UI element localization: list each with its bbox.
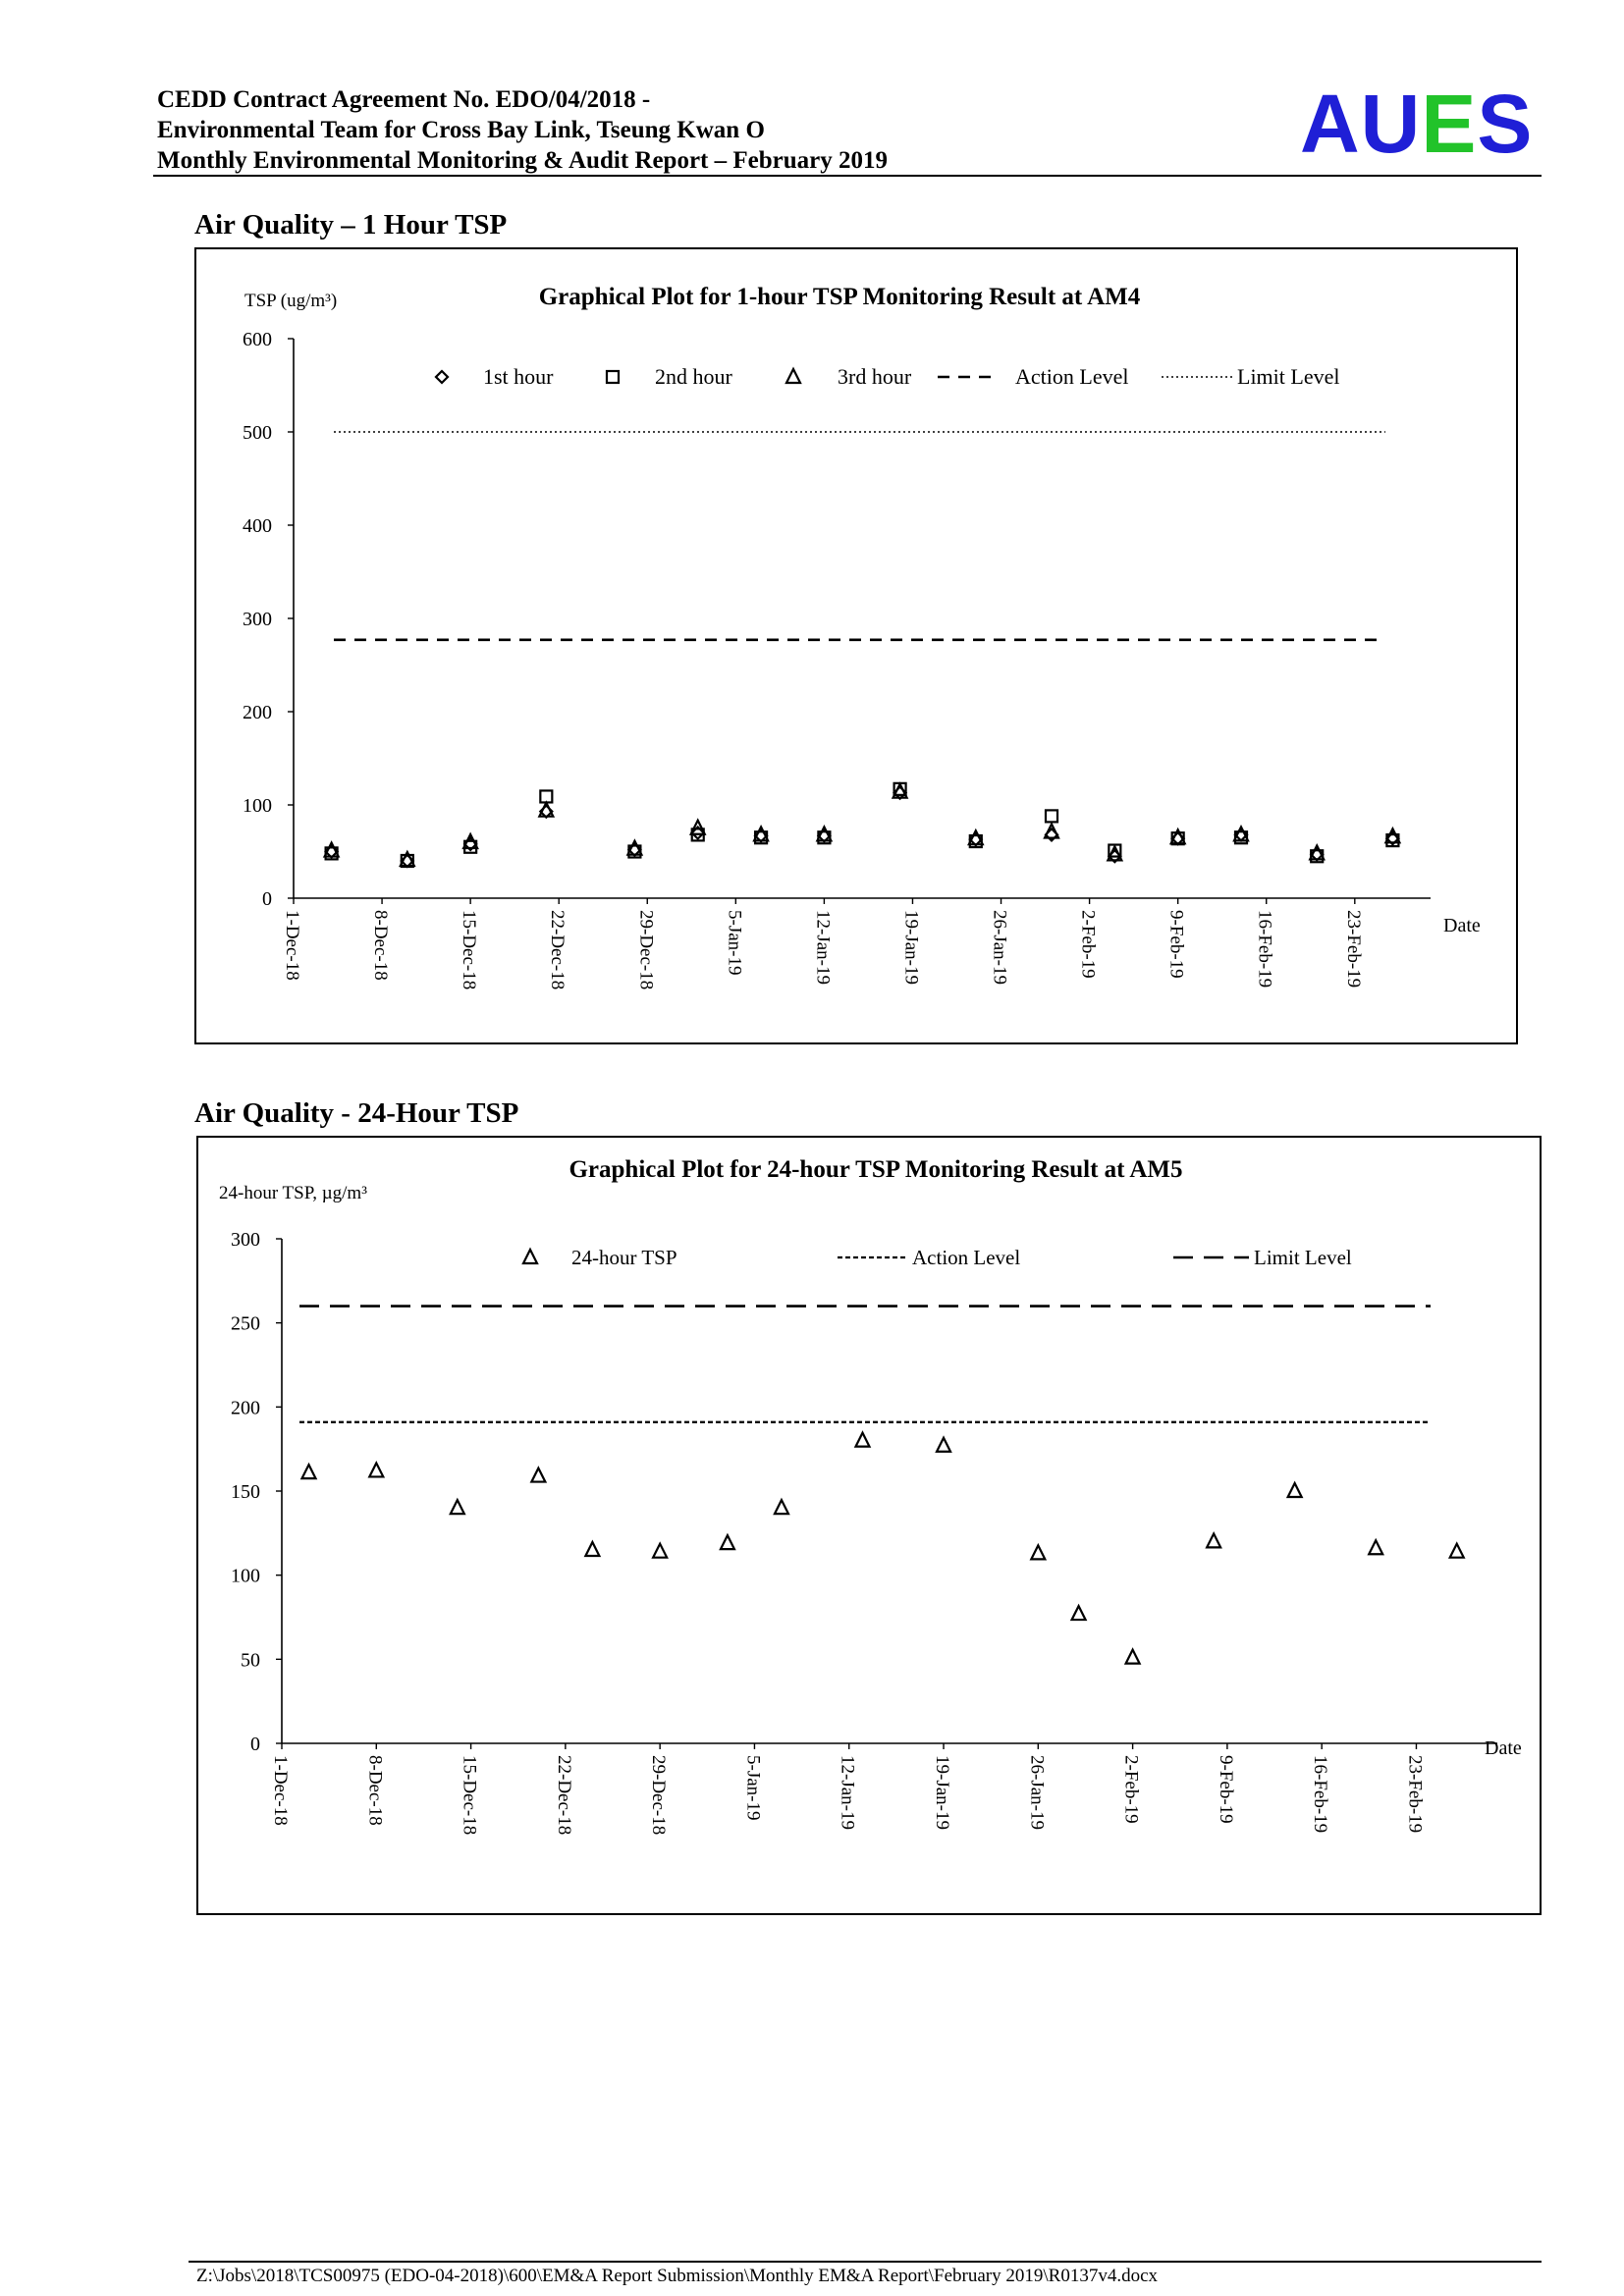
y-tick-label: 0 (250, 1734, 260, 1755)
y-axis-label: TSP (ug/m³) (244, 291, 338, 311)
y-tick-label: 0 (262, 888, 272, 910)
legend-marker-1st-hour (436, 371, 448, 383)
x-tick-label: 12-Jan-19 (837, 1755, 858, 1830)
x-tick-label: 5-Jan-19 (742, 1755, 764, 1821)
x-tick-label: 12-Jan-19 (812, 910, 834, 985)
logo-letter-s: S (1477, 78, 1534, 170)
legend-label-limit: Limit Level (1254, 1246, 1352, 1269)
y-tick-label: 200 (231, 1397, 260, 1419)
y-tick-label: 600 (243, 329, 272, 350)
y-tick-label: 250 (231, 1312, 260, 1335)
y-tick-label: 100 (243, 795, 272, 817)
y-tick-label: 200 (243, 702, 272, 723)
data-point (1207, 1533, 1220, 1547)
legend-label-action: Action Level (912, 1246, 1021, 1269)
legend-label-limit: Limit Level (1237, 364, 1340, 389)
logo-letter-e: E (1421, 78, 1478, 170)
x-tick-label: 1-Dec-18 (282, 910, 302, 981)
x-tick-label: 8-Dec-18 (370, 910, 392, 981)
x-tick-label: 22-Dec-18 (547, 910, 568, 990)
chart-1hour-tsp (196, 249, 1516, 1042)
y-tick-label: 100 (231, 1565, 260, 1587)
legend-marker-3rd-hour (786, 369, 800, 383)
y-tick-label: 300 (243, 609, 272, 630)
y-tick-label: 300 (231, 1229, 260, 1251)
data-point (451, 1500, 464, 1514)
data-point (1031, 1545, 1045, 1559)
x-tick-label: 9-Feb-19 (1215, 1755, 1236, 1824)
data-point (1046, 810, 1057, 822)
data-point (1369, 1540, 1382, 1554)
data-point (531, 1468, 545, 1482)
legend-label-2nd-hour: 2nd hour (655, 364, 732, 389)
x-axis-label: Date (1443, 915, 1481, 936)
header-line-1: CEDD Contract Agreement No. EDO/04/2018 - (157, 86, 651, 113)
data-point (369, 1463, 383, 1476)
legend-label-3rd-hour: 3rd hour (838, 364, 912, 389)
legend-marker-24hour-tsp (523, 1250, 537, 1263)
x-tick-label: 26-Jan-19 (989, 910, 1010, 985)
x-tick-label: 8-Dec-18 (364, 1755, 386, 1826)
header-line-2: Environmental Team for Cross Bay Link, Tseung Kwan O (157, 117, 765, 143)
y-tick-label: 500 (243, 422, 272, 444)
x-tick-label: 5-Jan-19 (724, 910, 745, 976)
chart-24hour-box (196, 1136, 1542, 1915)
x-tick-label: 15-Dec-18 (459, 1755, 480, 1836)
chart-title: Graphical Plot for 1-hour TSP Monitoring Result at AM4 (538, 284, 1141, 310)
chart-title: Graphical Plot for 24-hour TSP Monitoring Result at AM5 (568, 1156, 1183, 1183)
header-line-3: Monthly Environmental Monitoring & Audit Report – February 2019 (157, 147, 888, 174)
legend-label-24hour-tsp: 24-hour TSP (571, 1246, 677, 1269)
header-divider (153, 175, 1542, 177)
x-tick-label: 16-Feb-19 (1310, 1755, 1331, 1834)
footer-divider (189, 2261, 1542, 2263)
data-point (1072, 1606, 1086, 1620)
x-tick-label: 19-Jan-19 (900, 910, 922, 985)
x-tick-label: 23-Feb-19 (1404, 1755, 1426, 1834)
x-tick-label: 15-Dec-18 (459, 910, 480, 990)
data-point (302, 1465, 316, 1478)
data-point (585, 1542, 599, 1556)
legend-marker-2nd-hour (607, 371, 619, 383)
x-axis-label: Date (1485, 1737, 1522, 1759)
y-tick-label: 50 (241, 1649, 260, 1672)
legend-label-1st-hour: 1st hour (483, 364, 554, 389)
data-point (653, 1544, 667, 1558)
footer-file-path: Z:\Jobs\2018\TCS00975 (EDO-04-2018)\600\EM&A Report Submission\Monthly EM&A Report\February 2019\R0137v4.docx (196, 2266, 1159, 2286)
x-tick-label: 29-Dec-18 (635, 910, 657, 990)
data-point (775, 1500, 788, 1514)
x-tick-label: 2-Feb-19 (1120, 1755, 1142, 1824)
x-tick-label: 2-Feb-19 (1077, 910, 1099, 979)
x-tick-label: 22-Dec-18 (553, 1755, 574, 1836)
data-point (1045, 825, 1058, 838)
x-tick-label: 9-Feb-19 (1165, 910, 1187, 979)
section-title-1hour: Air Quality – 1 Hour TSP (194, 209, 508, 240)
legend-label-action: Action Level (1015, 364, 1129, 389)
data-point (1450, 1544, 1464, 1558)
x-tick-label: 1-Dec-18 (270, 1755, 291, 1826)
y-tick-label: 150 (231, 1481, 260, 1503)
logo-letter-u: U (1360, 78, 1422, 170)
data-point (721, 1535, 734, 1549)
data-point (1126, 1650, 1140, 1664)
data-point (855, 1433, 869, 1447)
aues-logo (1300, 75, 1533, 173)
y-axis-label: 24-hour TSP, µg/m³ (219, 1183, 367, 1203)
x-tick-label: 16-Feb-19 (1254, 910, 1275, 988)
data-point (937, 1438, 950, 1452)
x-tick-label: 19-Jan-19 (932, 1755, 953, 1830)
x-tick-label: 26-Jan-19 (1026, 1755, 1048, 1830)
y-tick-label: 400 (243, 515, 272, 537)
chart-24hour-tsp (198, 1138, 1540, 1913)
data-point (1288, 1483, 1302, 1497)
x-tick-label: 23-Feb-19 (1342, 910, 1364, 988)
logo-letter-a: A (1300, 78, 1361, 170)
chart-1hour-box (194, 247, 1518, 1044)
x-tick-label: 29-Dec-18 (648, 1755, 670, 1836)
section-title-24hour: Air Quality - 24-Hour TSP (194, 1097, 519, 1129)
